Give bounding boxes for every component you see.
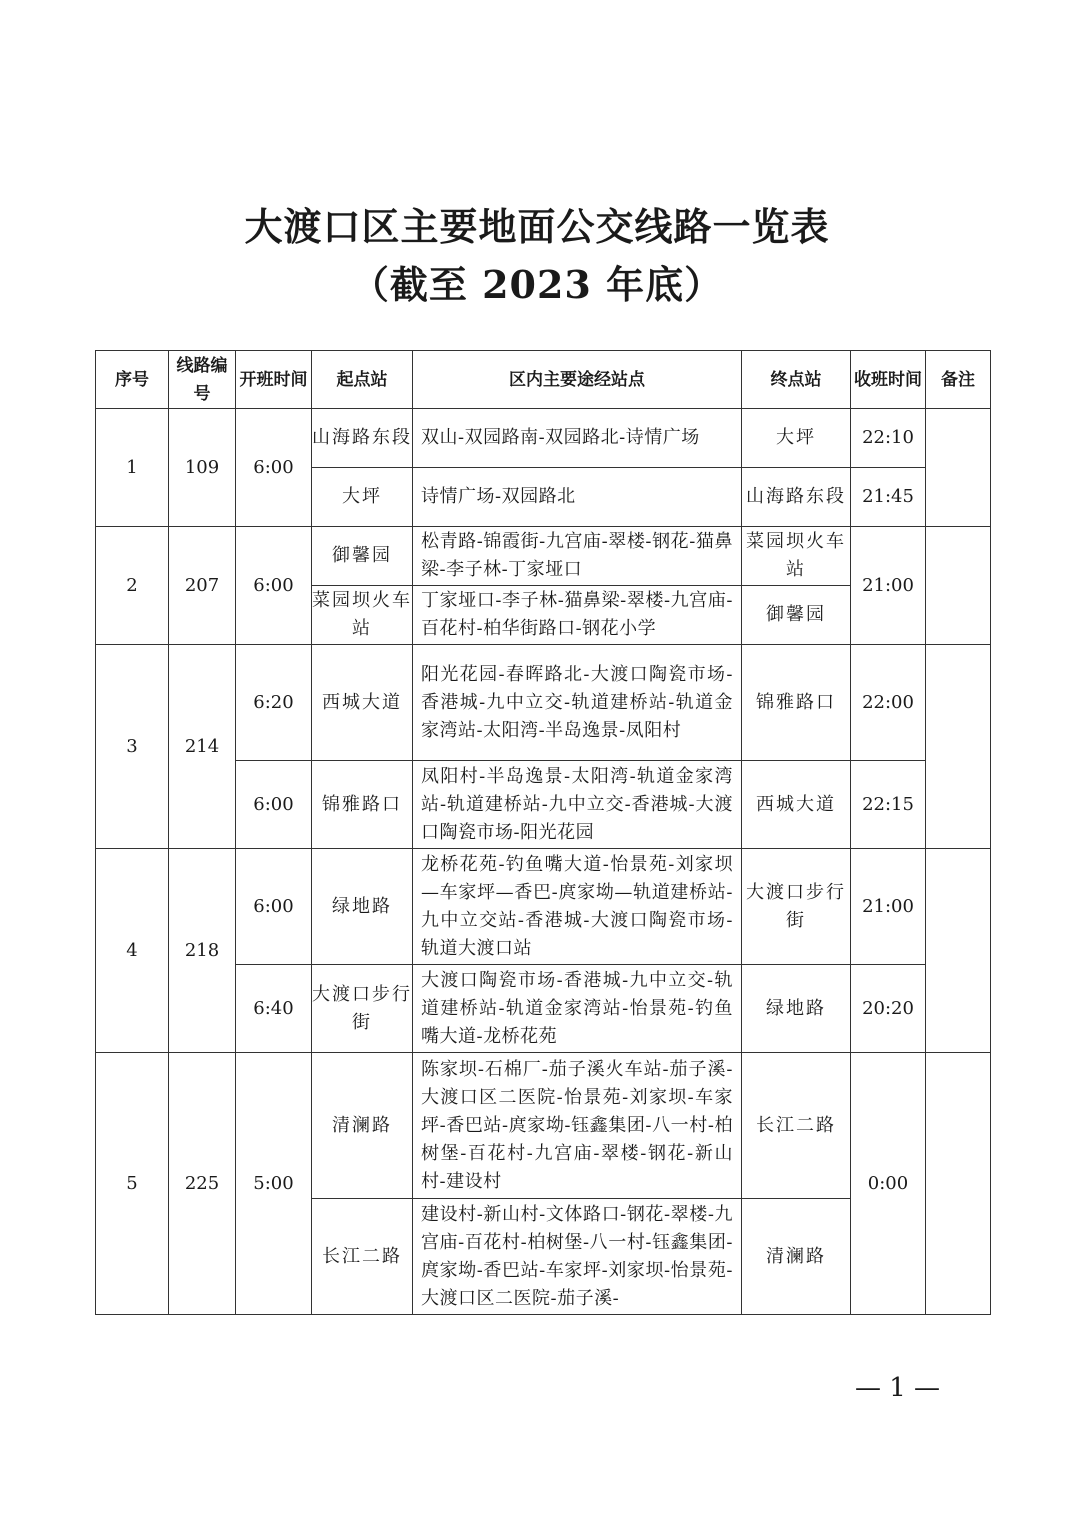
via-cell: 松青路-锦霞街-九宫庙-翠楼-钢花-猫鼻梁-李子林-丁家垭口 bbox=[413, 527, 742, 586]
via-cell: 诗情广场-双园路北 bbox=[413, 468, 742, 527]
table-row bbox=[96, 1053, 991, 1199]
start-time-cell: 6:20 bbox=[236, 645, 312, 761]
terminus-cell: 西城大道 bbox=[742, 761, 851, 849]
origin-cell: 清澜路 bbox=[312, 1053, 413, 1199]
terminus-cell: 菜园坝火车站 bbox=[742, 527, 851, 586]
terminus-cell: 山海路东段 bbox=[742, 468, 851, 527]
header-start-time: 开班时间 bbox=[236, 351, 312, 409]
line-cell: 218 bbox=[169, 849, 236, 1053]
note-cell bbox=[926, 527, 991, 645]
page-number: — 1 — bbox=[854, 1373, 941, 1403]
via-cell: 阳光花园-春晖路北-大渡口陶瓷市场-香港城-九中立交-轨道建桥站-轨道金家湾站-太阳湾-半岛逸景-凤阳村 bbox=[413, 645, 742, 761]
end-time-cell: 21:00 bbox=[851, 527, 926, 645]
terminus-cell: 长江二路 bbox=[742, 1053, 851, 1199]
header-terminus: 终点站 bbox=[742, 351, 851, 409]
header-seq: 序号 bbox=[96, 351, 169, 409]
document-title: 大渡口区主要地面公交线路一览表 bbox=[244, 204, 830, 249]
seq-cell: 5 bbox=[96, 1053, 169, 1315]
seq-cell: 2 bbox=[96, 527, 169, 645]
terminus-cell: 绿地路 bbox=[742, 965, 851, 1053]
header-line: 线路编号 bbox=[169, 351, 236, 409]
origin-cell: 锦雅路口 bbox=[312, 761, 413, 849]
origin-cell: 西城大道 bbox=[312, 645, 413, 761]
start-time-cell: 6:40 bbox=[236, 965, 312, 1053]
terminus-cell: 锦雅路口 bbox=[742, 645, 851, 761]
end-time-cell: 21:45 bbox=[851, 468, 926, 527]
line-cell: 207 bbox=[169, 527, 236, 645]
start-time-cell: 6:00 bbox=[236, 849, 312, 965]
note-cell bbox=[926, 1053, 991, 1315]
via-cell: 丁家垭口-李子林-猫鼻梁-翠楼-九宫庙-百花村-柏华街路口-钢花小学 bbox=[413, 586, 742, 645]
line-cell: 225 bbox=[169, 1053, 236, 1315]
via-cell: 陈家坝-石棉厂-茄子溪火车站-茄子溪-大渡口区二医院-怡景苑-刘家坝-车家坪-香巴站-庹家坳-钰鑫集团-八一村-柏树堡-百花村-九宫庙-翠楼-钢花-新山村-建设村 bbox=[413, 1053, 742, 1199]
note-cell bbox=[926, 849, 991, 1053]
terminus-cell: 清澜路 bbox=[742, 1199, 851, 1315]
header-origin: 起点站 bbox=[312, 351, 413, 409]
origin-cell: 山海路东段 bbox=[312, 409, 413, 468]
start-time-cell: 6:00 bbox=[236, 527, 312, 645]
end-time-cell: 22:10 bbox=[851, 409, 926, 468]
table-row bbox=[96, 409, 991, 468]
table-row bbox=[96, 527, 991, 586]
origin-cell: 大坪 bbox=[312, 468, 413, 527]
note-cell bbox=[926, 409, 991, 527]
terminus-cell: 大坪 bbox=[742, 409, 851, 468]
terminus-cell: 御馨园 bbox=[742, 586, 851, 645]
end-time-cell: 21:00 bbox=[851, 849, 926, 965]
line-cell: 214 bbox=[169, 645, 236, 849]
terminus-cell: 大渡口步行街 bbox=[742, 849, 851, 965]
seq-cell: 1 bbox=[96, 409, 169, 527]
note-cell bbox=[926, 645, 991, 849]
line-cell: 109 bbox=[169, 409, 236, 527]
header-end-time: 收班时间 bbox=[851, 351, 926, 409]
start-time-cell: 6:00 bbox=[236, 409, 312, 527]
header-note: 备注 bbox=[926, 351, 991, 409]
document-subtitle: （截至 2023 年底） bbox=[350, 262, 724, 307]
header-via: 区内主要途经站点 bbox=[413, 351, 742, 409]
end-time-cell: 20:20 bbox=[851, 965, 926, 1053]
origin-cell: 大渡口步行街 bbox=[312, 965, 413, 1053]
origin-cell: 长江二路 bbox=[312, 1199, 413, 1315]
via-cell: 大渡口陶瓷市场-香港城-九中立交-轨道建桥站-轨道金家湾站-怡景苑-钓鱼嘴大道-龙桥花苑 bbox=[413, 965, 742, 1053]
via-cell: 建设村-新山村-文体路口-钢花-翠楼-九宫庙-百花村-柏树堡-八一村-钰鑫集团-庹家坳-香巴站-车家坪-刘家坝-怡景苑-大渡口区二医院-茄子溪- bbox=[413, 1199, 742, 1315]
seq-cell: 3 bbox=[96, 645, 169, 849]
via-cell: 凤阳村-半岛逸景-太阳湾-轨道金家湾站-轨道建桥站-九中立交-香港城-大渡口陶瓷市场-阳光花园 bbox=[413, 761, 742, 849]
via-cell: 龙桥花苑-钓鱼嘴大道-怡景苑-刘家坝—车家坪—香巴-庹家坳—轨道建桥站-九中立交站-香港城-大渡口陶瓷市场-轨道大渡口站 bbox=[413, 849, 742, 965]
origin-cell: 御馨园 bbox=[312, 527, 413, 586]
table-row bbox=[96, 849, 991, 965]
end-time-cell: 22:00 bbox=[851, 645, 926, 761]
seq-cell: 4 bbox=[96, 849, 169, 1053]
end-time-cell: 0:00 bbox=[851, 1053, 926, 1315]
origin-cell: 菜园坝火车站 bbox=[312, 586, 413, 645]
via-cell: 双山-双园路南-双园路北-诗情广场 bbox=[413, 409, 742, 468]
start-time-cell: 6:00 bbox=[236, 761, 312, 849]
table-row bbox=[96, 645, 991, 761]
header-row bbox=[96, 351, 991, 409]
origin-cell: 绿地路 bbox=[312, 849, 413, 965]
bus-routes-table bbox=[95, 350, 991, 1315]
start-time-cell: 5:00 bbox=[236, 1053, 312, 1315]
end-time-cell: 22:15 bbox=[851, 761, 926, 849]
